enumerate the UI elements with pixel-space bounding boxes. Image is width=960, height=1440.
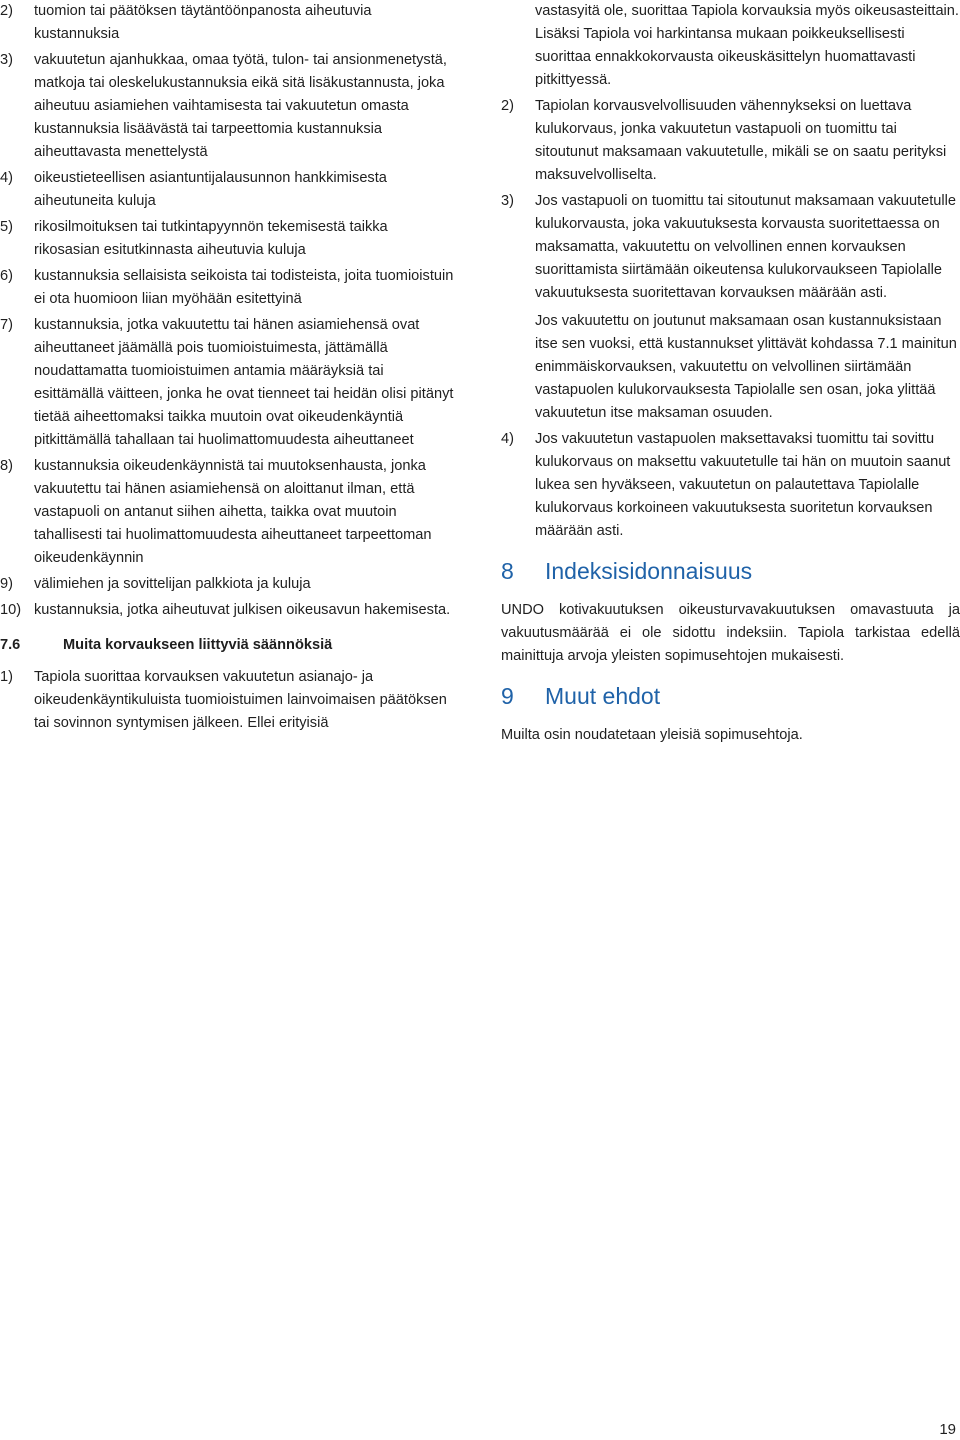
- subsection-heading: 7.6 Muita korvaukseen liittyviä säännöksiä: [0, 637, 333, 653]
- list-item: 9) välimiehen ja sovittelijan palkkiota ja kuluja: [0, 576, 311, 592]
- list-item: 1) Tapiola suorittaa korvauksen vakuutetun asianajo- ja oikeudenkäyntikuluista tuomioistuimen lainvoimaisen päätöksen tai sovinnon syntymisen jälkeen. Ellei erityisiä: [0, 669, 447, 731]
- left-column: [0, 0, 455, 738]
- list-item: 2) tuomion tai päätöksen täytäntöönpanosta aiheutuvia kustannuksia: [0, 3, 372, 42]
- list-item: 7) kustannuksia, jotka vakuutettu tai hänen asiamiehensä ovat aiheuttaneet jäämällä pois tuomioistuimesta, jättämällä noudattamatta tuomioistuimen antamia määräyksiä tai esittämällä väitteen, jonka he ovat tienneet tai heidän olisi pitänyt tietää aiheettomaksi taikka muutoin ovat oikeudenkäyntiä pitkittämällä tahallaan tai huolimattomuudesta aiheuttaneet: [0, 317, 454, 448]
- list-item: 4) Jos vakuutetun vastapuolen maksettavaksi tuomittu tai sovittu kulukorvaus on maksettu vakuutetulle tai hän on muutoin saanut lukea sen hyväkseen, vakuutetun on palautettava Tapiolalle kulukorvaus korkoineen vakuutuksesta suoritetun korvauksen määrään asti.: [501, 431, 951, 539]
- section-8-text: UNDO kotivakuutuksen oikeusturvavakuutuksen omavastuuta ja vakuutusmäärää ei ole sidottu indeksiin. Tapiola tarkistaa edellä mainittuja arvoja yleisten sopimusehtojen mukaisesti.: [501, 602, 960, 664]
- list-item: 4) oikeustieteellisen asiantuntijalausunnon hankkimisesta aiheutuneita kuluja: [0, 170, 387, 209]
- right-column: [501, 0, 960, 747]
- section-heading-9: 9 Muut ehdot: [501, 683, 661, 709]
- section-9-text: Muilta osin noudatetaan yleisiä sopimusehtoja.: [501, 727, 803, 743]
- continuation-paragraph: vastasyitä ole, suorittaa Tapiola korvauksia myös oikeusasteittain. Lisäksi Tapiola voi harkintansa mukaan poikkeuksellisesti suorittaa ennakkokorvausta oikeuskäsittelyn huomattavasti pitkittyessä.: [535, 3, 959, 88]
- item-paragraph: Jos vakuutettu on joutunut maksamaan osan kustannuksistaan itse sen vuoksi, että kustannukset ylittävät kohdassa 7.1 mainitun enimmäiskorvauksen, vakuutettu on velvollinen siirtämään vastapuolen kulukorvauksesta Tapiolalle sen osan, joka ylittää vakuutetun itse maksaman osuuden.: [535, 313, 957, 421]
- list-item: 3) vakuutetun ajanhukkaa, omaa työtä, tulon- tai ansionmenetystä, matkoja tai oleskelukustannuksia eikä sitä lisäkustannusta, joka aiheutuu asiamiehen vaihtamisesta tai vakuutetun omasta kustannuksia lisäävästä tai tarpeettomia kustannuksia aiheuttavasta menettelystä: [0, 52, 447, 160]
- list-item: 2) Tapiolan korvausvelvollisuuden vähennykseksi on luettava kulukorvaus, jonka vakuutetun vastapuoli on tuomittu tai sitoutunut maksamaan vakuutetulle, mikäli se on saatu perityksi maksuvelvolliselta.: [501, 98, 947, 183]
- list-item: 6) kustannuksia sellaisista seikoista tai todisteista, joita tuomioistuin ei ota huomioon liian myöhään esitettyinä: [0, 268, 454, 307]
- section-heading-8: 8 Indeksisidonnaisuus: [501, 558, 753, 584]
- list-item: 3) Jos vastapuoli on tuomittu tai sitoutunut maksamaan vakuutetulle kulukorvausta, joka vakuutuksesta korvausta suoritettaessa on maksamatta, vakuutettu on velvollinen ennen korvauksen suorittamista siirtämään oikeutensa kulukorvaukseen Tapiolalle vakuutuksesta suoritettavan korvauksen määrään asti.: [501, 193, 957, 301]
- list-item: 10) kustannuksia, jotka aiheutuvat julkisen oikeusavun hakemisesta.: [0, 602, 451, 618]
- list-item: 8) kustannuksia oikeudenkäynnistä tai muutoksenhausta, jonka vakuutettu tai hänen asiamiehensä on aloittanut ilman, että vastapuoli on antanut siihen aihetta, taikka ovat muutoin tahallisesti tai huolimattomuudesta aiheuttaneet tarpeettoman oikeudenkäynnin: [0, 458, 432, 566]
- list-item: 5) rikosilmoituksen tai tutkintapyynnön tekemisestä taikka rikosasian esitutkinnasta aiheutuvia kuluja: [0, 219, 388, 258]
- page-number: 19: [939, 1421, 956, 1438]
